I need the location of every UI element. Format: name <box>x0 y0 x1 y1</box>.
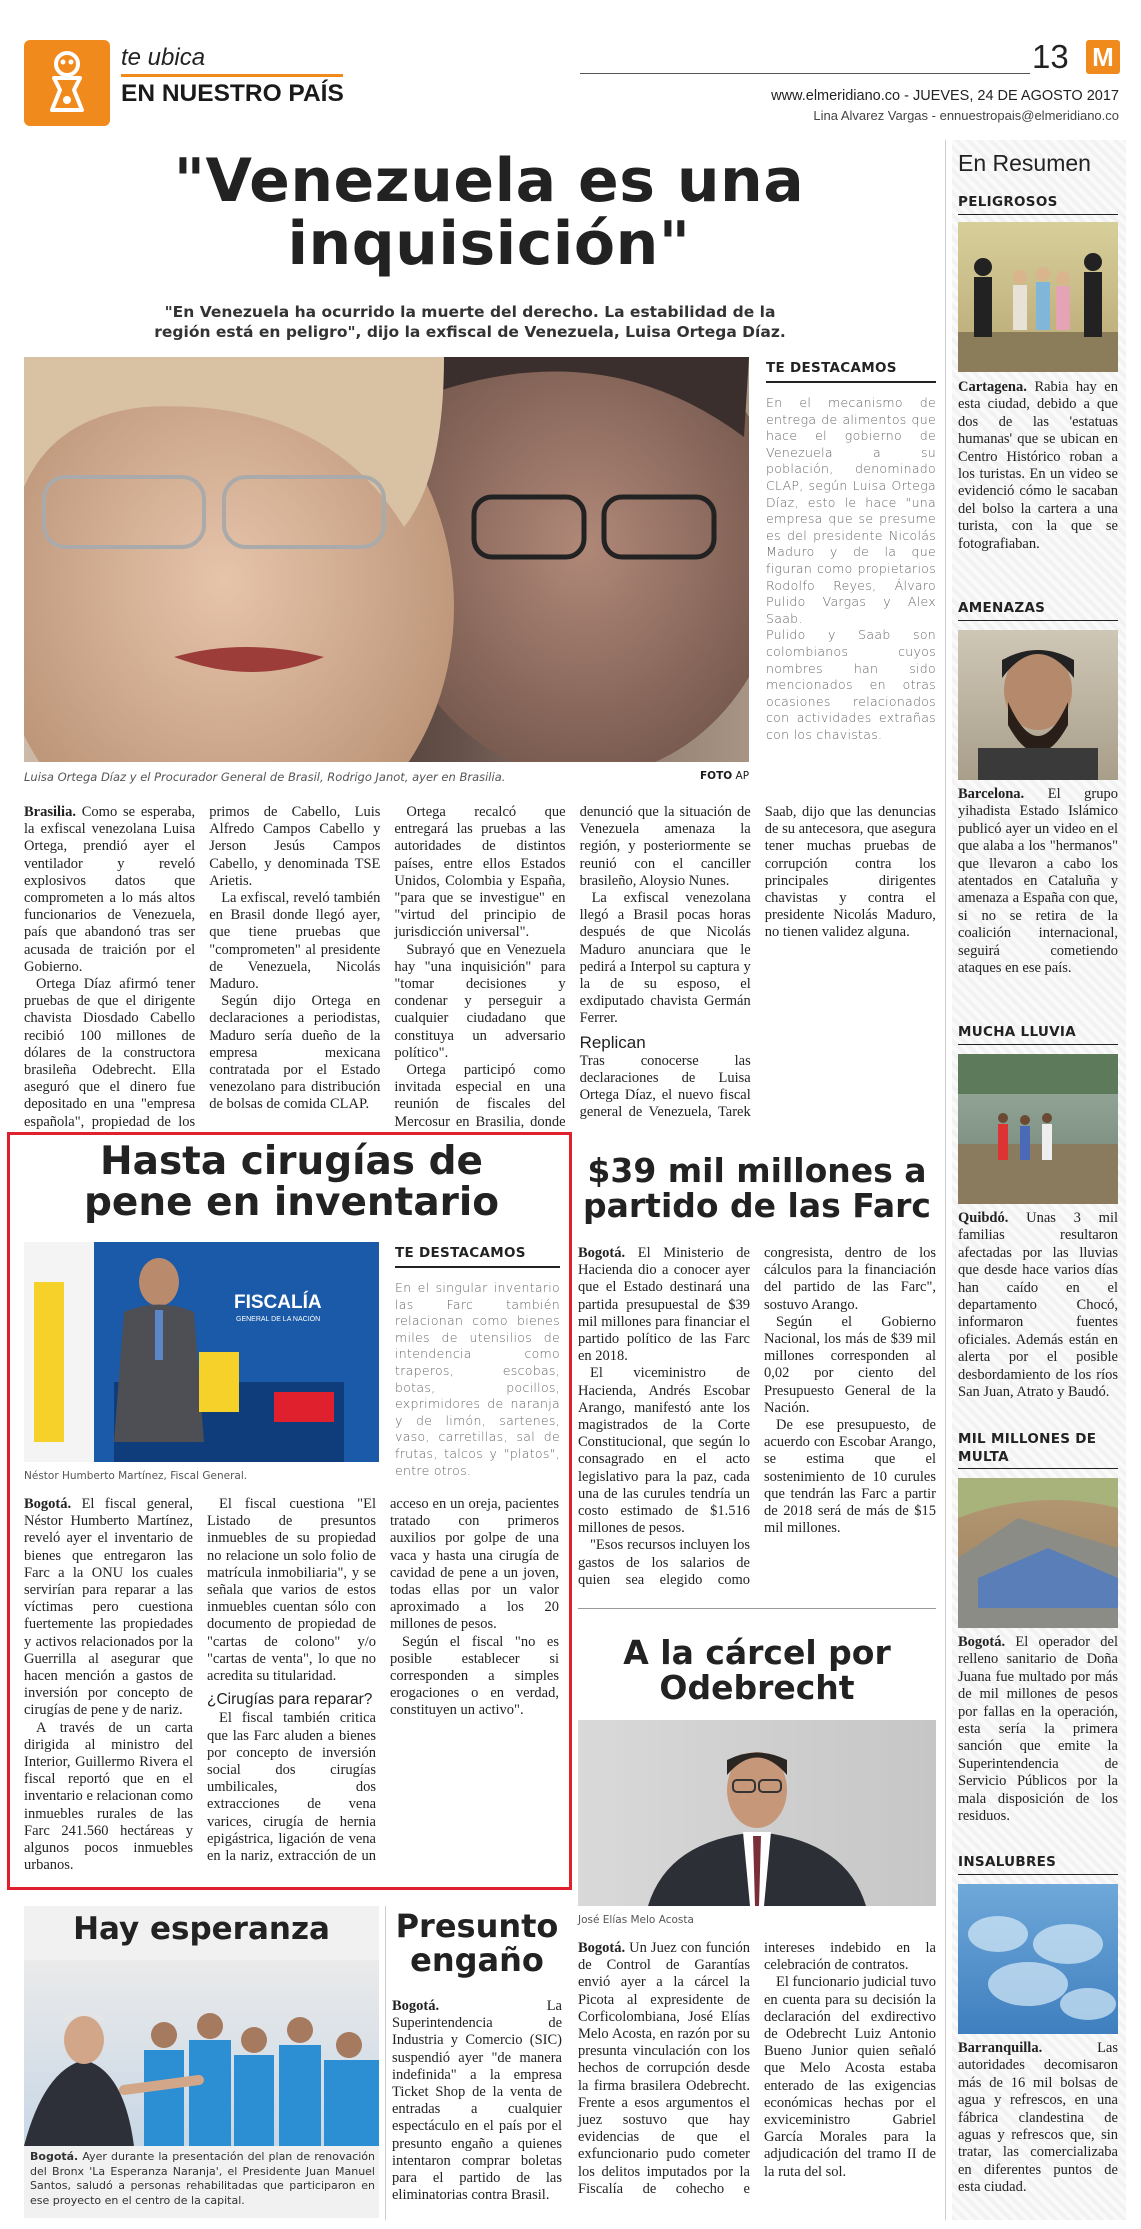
photo-credit-label: FOTO <box>700 770 733 782</box>
resumen-lead-amenazas: Barcelona. <box>958 786 1025 802</box>
cirugias-photo-banner-sub: GENERAL DE LA NACIÓN <box>236 1316 321 1323</box>
main-sidebar-rule <box>766 381 936 383</box>
cirugias-headline <box>24 1139 559 1225</box>
resumen-text-peligrosos: Cartagena. Rabia hay en esta ciudad, debido a que dos de las 'estatuas humanas' que se ubican en Centro Histórico roban a los turistas. En un video se evidenció cómo le sacaban del bolso la cartera a una turista, con la que se fotografiaban. <box>958 379 1118 552</box>
main-headline <box>24 146 954 279</box>
resumen-photo-peligrosos <box>958 222 1118 372</box>
main-body-p1: Brasilia. Como se esperaba, la exfiscal venezolana Luisa Ortega, prendió ayer el ventilador y reveló explosivos datos que comprometen a lo más altos funcionarios de Venezuela, país que abandonó tras ser acusada de traición por el Gobierno. <box>24 804 196 975</box>
logo-badge <box>1086 40 1120 74</box>
odebrecht-headline-line2: Odebrecht <box>659 1667 855 1707</box>
resumen-text-multa: Bogotá. El operador del relleno sanitario de Doña Juana fue multado por más de mil millones de pesos por fallas en la operación, esta sería la primera sanción que emite la Superintendencia de Servicio Públicos por la mala disposición de los residuos. <box>958 1634 1118 1825</box>
main-body <box>24 804 936 1132</box>
engano-body-lead: Bogotá. <box>392 1998 440 2014</box>
resumen-photo-lluvia <box>958 1054 1118 1204</box>
cirugias-body-p5: Según el fiscal "no es posible establecer si corresponden a simples erogaciones o en verdad, constituyen un activo". <box>390 1633 559 1719</box>
farc-body <box>578 1245 936 1597</box>
main-body-lead: Brasilia. <box>24 804 76 820</box>
logo-letter: M <box>1092 42 1114 72</box>
column-divider-1 <box>945 140 946 2220</box>
main-photo <box>24 357 749 762</box>
odebrecht-photo <box>578 1720 936 1906</box>
odebrecht-photo-caption: José Elías Melo Acosta <box>578 1914 694 1926</box>
resumen-lead-lluvia: Quibdó. <box>958 1210 1009 1226</box>
photo-credit-name: AP <box>735 770 750 782</box>
main-photo-credit <box>700 770 749 782</box>
cirugias-body-lead: Bogotá. <box>24 1496 72 1512</box>
site-date: www.elmeridiano.co - JUEVES, 24 DE AGOSTO 2017 <box>771 88 1119 104</box>
odebrecht-headline <box>578 1633 936 1707</box>
main-body-p6: Subrayó que en Venezuela hay "una inquisición" para "tomar decisiones y condenar y perseguir a cualquier ciudadano que constituya un adversario político". <box>394 941 566 1061</box>
cirugias-sidebar-rule <box>395 1266 560 1268</box>
farc-body-p4: Según el Gobierno Nacional, los más de $39 mil millones corresponden al 0,02 por ciento del Presupuesto General de la Nación. <box>764 1313 936 1416</box>
engano-body-p1: Bogotá. La Superintendencia de Industria y Comercio (SIC) suspendió ayer "de manera indefinida" a la empresa Ticket Shop de la venta de entradas a cualquier espectáculo en el país por el presunto engaño a quienes intentaron comprar boletas para el partido de las eliminatorias contra Brasil. <box>392 1998 562 2204</box>
main-body-p5: Ortega recalcó que entregará las pruebas a las autoridades de distintos países, entre ellos Estados Unidos, Colombia y España, "para que se investigue" en "virtud del principio de jurisdicción universal". <box>394 804 566 941</box>
cirugias-body <box>24 1496 559 1878</box>
section-label-underline <box>121 74 343 77</box>
engano-headline-line1: Presunto <box>395 1907 559 1945</box>
farc-body-p3: "Esos recursos incluyen los gastos de los salarios de quien sea elegido como congresista, dentro de los cálculos para la financiación del partido de las Farc", sostuvo Arango. <box>578 1245 936 1588</box>
cirugias-photo-banner: FISCALÍA <box>234 1292 322 1313</box>
cirugias-sidebar-text: En el singular inventario las Farc también relacionan como bienes miles de utensilios de intendencia como traperos, escobas, botas, pocillos, exprimidores de naranja y de limón, sartenes, vaso, carretillas, sal de frutas, talcos y "platos", entre otros. <box>395 1280 560 1478</box>
resumen-lead-peligrosos: Cartagena. <box>958 379 1027 395</box>
esperanza-caption-lead: Bogotá. <box>30 2150 79 2163</box>
cirugias-body-p2: A través de un carta dirigida al ministro del Interior, Guillermo Rivera el fiscal reportó que en el inventario e relacionan como inmuebles rurales de las Farc 241.560 hectáreas y algunos pocos inmuebles urbanos. <box>24 1719 193 1874</box>
resumen-rule-4 <box>958 1468 1118 1469</box>
resumen-heading-peligrosos: PELIGROSOS <box>958 194 1058 210</box>
resumen-heading-lluvia: MUCHA LLUVIA <box>958 1024 1076 1040</box>
main-sidebar-p1: En el mecanismo de entrega de alimentos que hace el gobierno de Venezuela a su población, denominado CLAP, según Luisa Ortega Díaz, esto le hace "una empresa que se presume es del presidente Nicolás Maduro y de la que figuran como propietarios Rodolfo Reyes, Álvaro Pulido Vargas y Alex Saab. <box>766 395 936 626</box>
byline: Lina Alvarez Vargas - ennuestropais@elmeridiano.co <box>813 108 1119 123</box>
odebrecht-body-p2: El funcionario judicial tuvo en cuenta para su decisión la declaración del exdirectivo de Odebrecht Luiz Antonio Bueno Junior quien señaló que Melo Acosta estaba enterado de las exigencias económicas hechas por el exviceministro Gabriel García Morales para la adjudicación del tramo II de la ruta del sol. <box>764 1974 936 2180</box>
cirugias-photo-caption: Néstor Humberto Martínez, Fiscal General. <box>24 1470 248 1482</box>
odebrecht-headline-line1: A la cárcel por <box>623 1633 891 1672</box>
cirugias-headline-line2: pene en inventario <box>83 1179 500 1225</box>
main-sidebar-title: TE DESTACAMOS <box>766 360 897 376</box>
main-body-p2: Ortega Díaz afirmó tener pruebas de que el dirigente chavista Diosdado Cabello recibió 100 millones de dólares de la constructora brasileña Odebrecht. Ella aseguró que el dinero fue depositado en una "empresa española", propiedad de los primos de Cabello, Luis Alfredo Campos Cabello y Jerson Jesús Campos Cabello, y denominada TSE Arietis. <box>24 804 381 1130</box>
farc-headline <box>578 1151 936 1225</box>
section-label-big: EN NUESTRO PAÍS <box>121 80 344 107</box>
cirugias-headline-line1: Hasta cirugías de <box>100 1139 483 1184</box>
page-number: 13 <box>1032 38 1069 75</box>
resumen-text-lluvia: Quibdó. Unas 3 mil familias resultaron afectadas por las lluvias que desde hace varios días han caído en el departamento Chocó, informaron fuentes oficiales. Además están en alerta por el posible desbordamiento de los ríos San Juan, Atrato y Baudó. <box>958 1210 1119 1401</box>
cirugias-body-p1: Bogotá. El fiscal general, Néstor Humberto Martínez, reveló ayer el inventario de bienes que entregaron las Farc a la ONU los cuales servirían para reparar a las víctimas pero cuestiona fuertemente las propiedades y activos relacionados por la Guerrilla al asegurar que hacen mención a gastos de inversión por concepto de cirugías de pene y de nariz. <box>24 1496 194 1719</box>
main-body-p4: Según dijo Ortega en declaraciones a periodistas, Maduro sería dueño de la empresa mexicana contratada por el Estado venezolano para distribución de bolsas de comida CLAP. <box>209 993 381 1113</box>
resumen-photo-insalubres <box>958 1884 1118 2034</box>
resumen-rule-5 <box>958 1874 1118 1875</box>
resumen-heading-amenazas: AMENAZAS <box>958 600 1046 616</box>
main-photo-caption: Luisa Ortega Díaz y el Procurador General de Brasil, Rodrigo Janot, ayer en Brasilia. <box>24 770 506 784</box>
resumen-rule-2 <box>958 620 1118 621</box>
farc-divider <box>578 1608 936 1609</box>
esperanza-photo <box>24 1960 379 2146</box>
resumen-photo-multa <box>958 1478 1118 1628</box>
main-headline-line1: "Venezuela es una <box>173 146 805 216</box>
main-subhead: "En Venezuela ha ocurrido la muerte del derecho. La estabilidad de la región está en peligro", dijo la exfiscal de Venezuela, Luisa Ortega Díaz. <box>154 303 786 341</box>
main-sidebar-text <box>766 395 936 743</box>
resumen-text-insalubres: Barranquilla. Las autoridades decomisaron más de 16 mil bolsas de agua y refrescos, en una fábrica clandestina de aguas y refrescos que, sin tratar, las comercializaba en diferentes puntos de esta ciudad. <box>958 2040 1118 2196</box>
main-body-p7: Ortega participó como invitada especial en una reunión de fiscales del Mercosur en Brasilia, donde denunció que la situación de Venezuela amenaza la región, y posteriormente se reunió con el canciller brasileño, Aloysio Nunes. <box>394 804 751 1130</box>
odebrecht-body <box>578 1940 936 2220</box>
esperanza-headline: Hay esperanza <box>73 1911 330 1947</box>
resumen-rule-3 <box>958 1044 1118 1045</box>
farc-headline-line1: $39 mil millones a <box>587 1151 927 1190</box>
main-body-p8: La exfiscal venezolana llegó a Brasil pocas horas después de que Nicolás Maduro anunciara que le pedirá a Interpol su captura y la de su esposo, el exdiputado chavista Germán Ferrer. <box>579 890 751 1027</box>
resumen-heading-insalubres: INSALUBRES <box>958 1854 1057 1870</box>
esperanza-caption: Bogotá. Ayer durante la presentación del plan de renovación del Bronx 'La Esperanza Naranja', el Presidente Juan Manuel Santos, saludó a personas rehabilitadas que participaron en ese proyecto en el centro de la capital. <box>30 2150 375 2207</box>
cirugias-body-p4: El fiscal también critica que las Farc aluden a bienes por concepto de inversión social dos cirugías umbilicales, dos extracciones de vena varices, cirugía de hernia epigástrica, ligación de vena en la nariz, extracción de un acceso en un oreja, pacientes tratado con primeros auxilios por golpe de una vaca y hasta una cirugía de cavidad de pene a un joven, todas ellas por un valor aproximado a los 20 millones de pesos. <box>207 1496 559 1865</box>
engano-headline <box>392 1907 562 1979</box>
main-body-subhead: Replican <box>579 1032 646 1052</box>
cirugias-body-p3: El fiscal cuestiona "El Listado de presuntos inmuebles de su propiedad no relacione un solo folio de matrícula inmobiliaria", y se señala que varios de estos inmuebles cuentan sólo con documento de propiedad de "cartas de colono" y/o "cartas de venta", lo que no acredita su titularidad. <box>207 1496 376 1685</box>
header-rule <box>580 73 1030 74</box>
resumen-lead-multa: Bogotá. <box>958 1634 1006 1650</box>
resumen-rule-1 <box>958 214 1118 215</box>
engano-headline-line2: engaño <box>410 1940 544 1979</box>
cirugias-body-subhead: ¿Cirugías para reparar? <box>207 1691 373 1709</box>
main-body-p3: La exfiscal, reveló también en Brasil donde llegó ayer, que tiene pruebas que "comprometen" al presidente de Venezuela, Nicolás Maduro. <box>209 890 381 993</box>
cirugias-photo <box>24 1242 379 1462</box>
column-divider-2 <box>385 1906 386 2220</box>
farc-body-p5: De ese presupuesto, de acuerdo con Escobar Arango, se estima que el sostenimiento de 10 curules que tendrán las Farc a partir de 2018 será de más de $15 mil millones. <box>764 1417 936 1537</box>
main-sidebar-p2: Pulido y Saab son colombianos cuyos nombres han sido mencionados en otras ocasiones relacionados con actividades extrañas con los chavistas. <box>766 627 936 742</box>
farc-body-p1: Bogotá. El Ministerio de Hacienda dio a conocer ayer que el Estado destinará una partida presupuestal de $39 mil millones para financiar el partido político de las Farc en 2018. <box>578 1245 750 1365</box>
cirugias-sidebar-title: TE DESTACAMOS <box>395 1245 526 1261</box>
resumen-lead-insalubres: Barranquilla. <box>958 2040 1043 2056</box>
farc-headline-line2: partido de las Farc <box>583 1185 931 1225</box>
engano-body <box>392 1998 562 2204</box>
resumen-heading-multa: MIL MILLONES DE MULTA <box>958 1431 1097 1465</box>
odebrecht-body-p1: Bogotá. Un Juez con función de Control de Garantías envió ayer a la cárcel la Picota al expresidente de Corficolombiana, José Elías Melo Acosta, en razón por su presunta vinculación con los hechos de corrupción desde la firma brasilera Odebrecht. Frente a esos argumentos el juez sostuvo que hay evidencias de que el exfuncionario pudo cometer los delitos imputados por la Fiscalía de cohecho e intereses indebido en la celebración de contratos. <box>578 1940 936 2197</box>
main-headline-line2: inquisición" <box>287 209 691 279</box>
main-body-p9: Tras conocerse las declaraciones de Luisa Ortega Díaz, el nuevo fiscal general de Venezuela, Tarek Saab, dijo que las denuncias de su antecesora, que asegura tener muchas pruebas de corrupción contra los principales dirigentes chavistas y contra el presidente Nicolás Maduro, no tienen validez alguna. <box>579 804 936 1121</box>
resumen-text-amenazas: Barcelona. El grupo yihadista Estado Islámico publicó ayer un video en el que alaba a los "hermanos" que llevaron a cabo los atentados en Cataluña y amenaza a España con que, si no se retira de la coalición internacional, seguirá cometiendo ataques en ese país. <box>958 786 1118 977</box>
resumen-title: En Resumen <box>958 150 1091 176</box>
section-label-small: te ubica <box>121 44 206 71</box>
resumen-photo-amenazas <box>958 630 1118 780</box>
section-logo-icon <box>24 40 110 126</box>
farc-body-p2: El viceministro de Hacienda, Andrés Escobar Arango, manifestó ante los magistrados de la Corte Constitucional, que según lo consagrado en el acto legislativo para la paz, cada una de las curules tendría un costo estimado de $1.516 millones de pesos. <box>578 1365 750 1537</box>
farc-body-lead: Bogotá. <box>578 1245 626 1261</box>
odebrecht-body-lead: Bogotá. <box>578 1940 626 1956</box>
